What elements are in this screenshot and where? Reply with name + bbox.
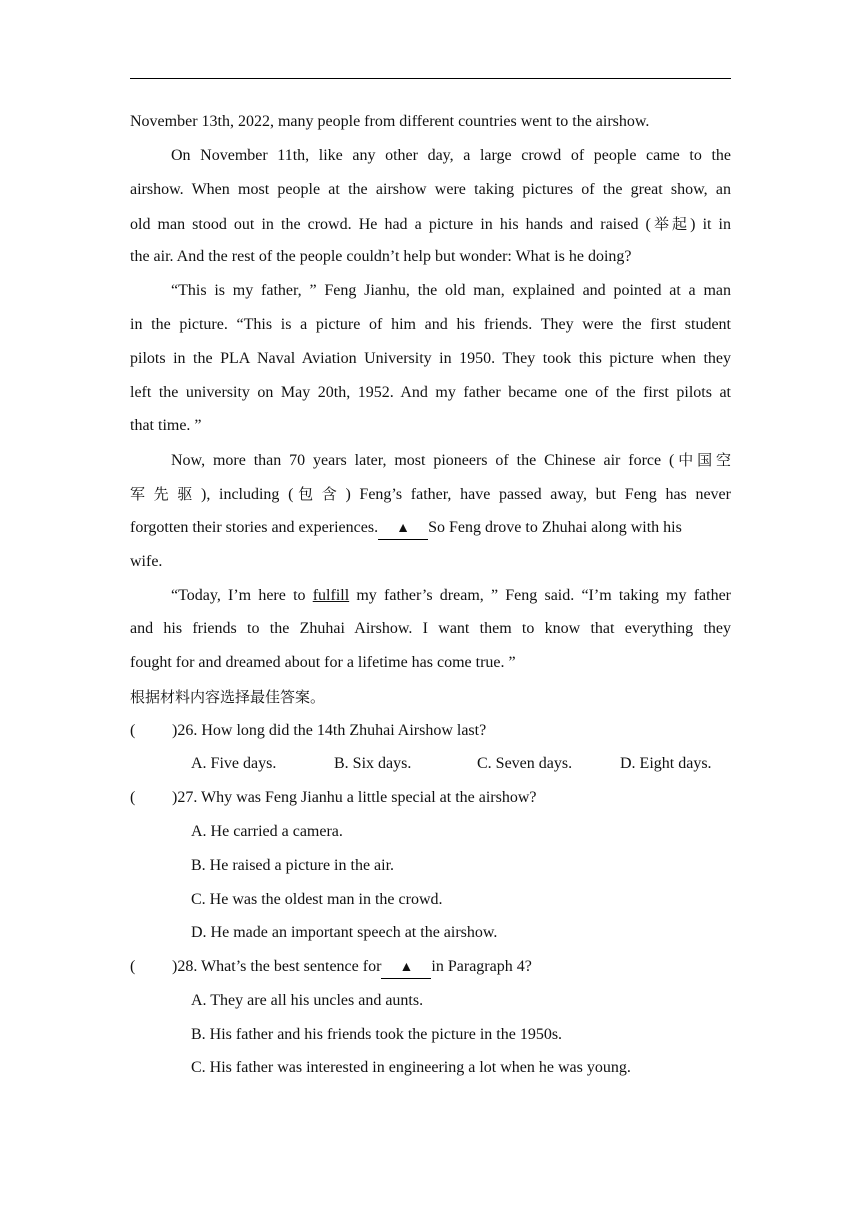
passage-text: ) it in bbox=[690, 216, 731, 233]
passage-line: wife. bbox=[130, 553, 163, 570]
option-b: B. His father and his friends took the picture in the 1950s. bbox=[191, 1026, 563, 1043]
passage-line: “This is my father, ” Feng Jianhu, the old man, explained and pointed at a man bbox=[171, 282, 731, 299]
option-a: A. They are all his uncles and aunts. bbox=[191, 992, 424, 1009]
passage-line: November 13th, 2022, many people from different countries went to the airshow. bbox=[130, 113, 650, 130]
passage-line: left the university on May 20th, 1952. And my father became one of the first pilots at bbox=[130, 384, 731, 401]
answer-bracket[interactable]: ( bbox=[130, 789, 136, 806]
option-c: C. Seven days. bbox=[477, 755, 573, 772]
question-text: )27. Why was Feng Jianhu a little special at the airshow? bbox=[172, 789, 537, 806]
answer-bracket[interactable]: ( bbox=[130, 722, 136, 739]
option-a: A. He carried a camera. bbox=[191, 823, 343, 840]
option-d: D. He made an important speech at the airshow. bbox=[191, 924, 498, 941]
passage-text: forgotten their stories and experiences. bbox=[130, 519, 379, 536]
passage-line: the air. And the rest of the people couldn’t help but wonder: What is he doing? bbox=[130, 248, 632, 265]
passage-text: So Feng drove to Zhuhai along with his bbox=[428, 519, 682, 536]
passage-line bbox=[130, 207, 731, 241]
passage-text: ), including ( bbox=[201, 486, 294, 503]
passage-text: Now, more than 70 years later, most pioneers of the Chinese air force ( bbox=[171, 452, 675, 469]
passage-line: airshow. When most people at the airshow were taking pictures of the great show, an bbox=[130, 181, 731, 198]
chinese-gloss: 中国空 bbox=[674, 451, 731, 469]
passage-line: that time. ” bbox=[130, 417, 202, 434]
passage-text: “Today, I’m here to bbox=[171, 587, 313, 604]
passage-line bbox=[130, 443, 731, 477]
question-text: in Paragraph 4? bbox=[431, 958, 532, 975]
chinese-gloss: 军先驱 bbox=[130, 485, 201, 503]
answer-blank: ▲ bbox=[381, 958, 431, 979]
instruction: 根据材料内容选择最佳答案。 bbox=[130, 688, 326, 706]
passage-line bbox=[130, 511, 731, 545]
header-rule bbox=[130, 78, 731, 79]
option-a: A. Five days. bbox=[191, 755, 277, 772]
option-c: C. He was the oldest man in the crowd. bbox=[191, 891, 443, 908]
chinese-gloss: 举起 bbox=[650, 215, 691, 233]
passage-text: ) Feng’s father, have passed away, but Feng has never bbox=[345, 486, 731, 503]
underlined-word: fulfill bbox=[312, 587, 350, 604]
passage-text: old man stood out in the crowd. He had a picture in his hands and raised ( bbox=[130, 216, 651, 233]
passage-line: and his friends to the Zhuhai Airshow. I want them to know that everything they bbox=[130, 620, 731, 637]
question-27 bbox=[130, 781, 537, 815]
passage-line: fought for and dreamed about for a lifetime has come true. ” bbox=[130, 654, 516, 671]
question-28 bbox=[130, 950, 532, 984]
option-b: B. He raised a picture in the air. bbox=[191, 857, 395, 874]
question-text: )26. How long did the 14th Zhuhai Airshow last? bbox=[172, 722, 487, 739]
passage-line bbox=[130, 477, 731, 511]
passage-line bbox=[130, 579, 731, 613]
chinese-gloss: 包含 bbox=[293, 485, 346, 503]
option-c: C. His father was interested in engineering a lot when he was young. bbox=[191, 1059, 631, 1076]
answer-blank: ▲ bbox=[378, 519, 428, 540]
passage-line: in the picture. “This is a picture of him and his friends. They were the first student bbox=[130, 316, 731, 333]
question-26 bbox=[130, 714, 486, 748]
option-d: D. Eight days. bbox=[620, 755, 712, 772]
question-text: )28. What’s the best sentence for bbox=[172, 958, 382, 975]
passage-line: pilots in the PLA Naval Aviation University in 1950. They took this picture when they bbox=[130, 350, 731, 367]
passage-line: On November 11th, like any other day, a large crowd of people came to the bbox=[171, 147, 731, 164]
passage-text: my father’s dream, ” Feng said. “I’m taking my father bbox=[349, 587, 731, 604]
answer-bracket[interactable]: ( bbox=[130, 958, 136, 975]
option-b: B. Six days. bbox=[334, 755, 412, 772]
